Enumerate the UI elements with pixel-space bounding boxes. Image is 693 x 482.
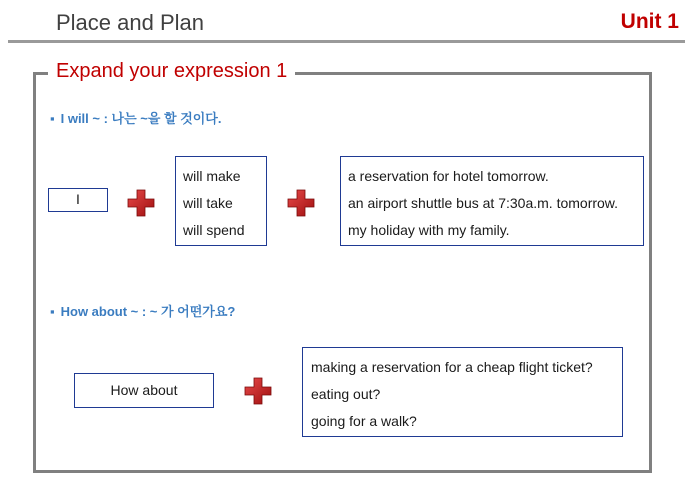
bullet-icon: ▪ bbox=[50, 111, 55, 126]
starter-text: How about bbox=[110, 382, 178, 398]
plus-icon bbox=[126, 188, 156, 218]
option-item: going for a walk? bbox=[311, 413, 417, 429]
pattern1-heading bbox=[50, 108, 221, 127]
objects-box bbox=[340, 156, 644, 246]
starter-box bbox=[74, 373, 214, 408]
options-box bbox=[302, 347, 623, 437]
subject-text: I bbox=[76, 191, 80, 207]
verbs-box bbox=[175, 156, 267, 246]
verb-item: will make bbox=[183, 168, 241, 184]
page-title: Place and Plan bbox=[56, 10, 204, 35]
pattern2-heading-text: How about ~ : ~ 가 어떤가요? bbox=[60, 304, 236, 319]
object-item: my holiday with my family. bbox=[348, 222, 510, 238]
pattern2-heading bbox=[50, 301, 235, 320]
pattern1-heading-text: I will ~ : 나는 ~을 할 것이다. bbox=[60, 111, 222, 126]
bullet-icon: ▪ bbox=[50, 304, 55, 319]
header-divider bbox=[8, 40, 685, 43]
plus-icon bbox=[243, 376, 273, 406]
verb-item: will spend bbox=[183, 222, 245, 238]
option-item: making a reservation for a cheap flight ticket? bbox=[311, 359, 593, 375]
section-title: Expand your expression 1 bbox=[48, 60, 295, 83]
subject-box bbox=[48, 188, 108, 212]
unit-label: Unit 1 bbox=[620, 10, 679, 33]
plus-icon bbox=[286, 188, 316, 218]
option-item: eating out? bbox=[311, 386, 381, 402]
verb-item: will take bbox=[183, 195, 233, 211]
object-item: an airport shuttle bus at 7:30a.m. tomorrow. bbox=[348, 195, 619, 211]
object-item: a reservation for hotel tomorrow. bbox=[348, 168, 549, 184]
